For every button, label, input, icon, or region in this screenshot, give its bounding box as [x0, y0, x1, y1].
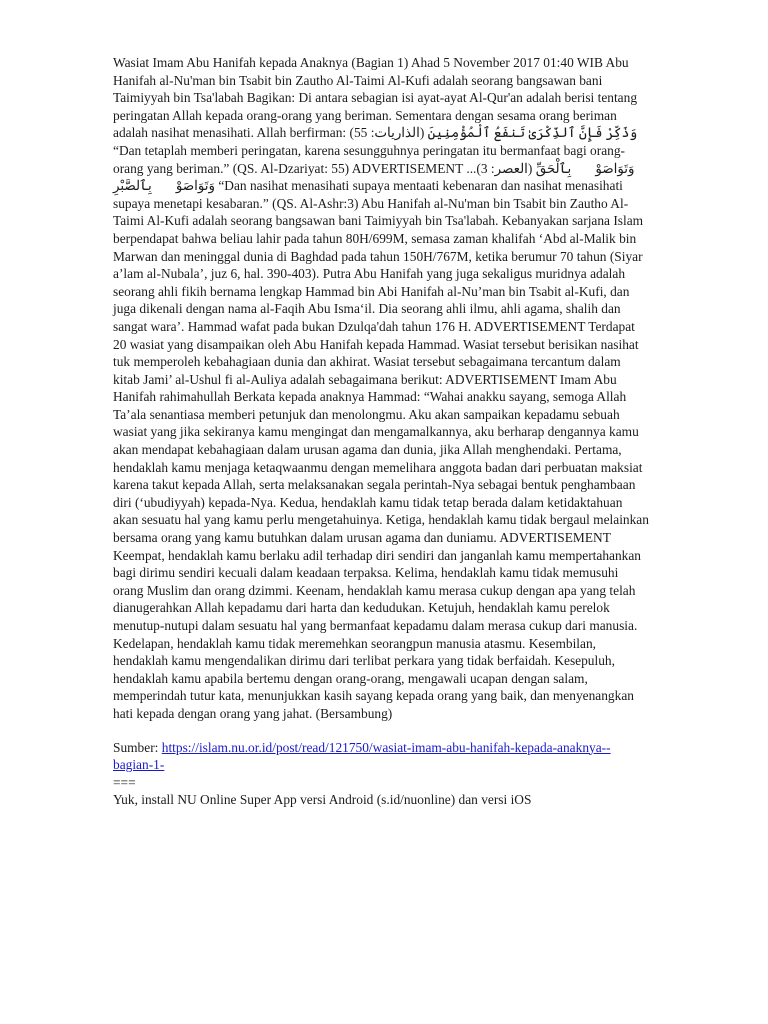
source-link[interactable]: https://islam.nu.or.id/post/read/121750/wasiat-imam-abu-hanifah-kepada-anaknya--bagian-1- — [113, 739, 611, 773]
source-label: Sumber: — [113, 739, 159, 755]
separator: === — [113, 774, 136, 790]
source-line — [113, 739, 650, 774]
footer-note: Yuk, install NU Online Super App versi Android (s.id/nuonline) dan versi iOS — [113, 792, 532, 808]
article-body: Wasiat Imam Abu Hanifah kepada Anaknya (Bagian 1) Ahad 5 November 2017 01:40 WIB Abu Hanifah al-Nu'man bin Tsabit bin Zautho Al-Taimi Al-Kufi adalah seorang bangsawan bani Taimiyyah bin Tsa'labah Bagikan: Di antara sebagian isi ayat-ayat Al-Qur'an adalah berisi tentang peringatan Allah kepada orang-orang yang beriman. Sementara dengan sesama orang beriman adalah nasihat menasihati. Allah berfirman: (الذاريات: 55) وَذَكِّرْ فَإِنَّ ٱلذِّكْرَىٰ تَنفَعُ ٱلْمُؤْمِنِينَ “Dan tetaplah memberi peringatan, karena sesungguhnya peringatan itu bermanfaat bagi orang-orang yang beriman.” (QS. Al-Dzariyat: 55) ADVERTISEMENT ...(العصر: 3) وَتَوَاصَوْا۟ بِٱلْحَقِّ وَتَوَاصَوْا۟ بِٱلصَّبْرِ “Dan nasihat menasihati supaya mentaati kebenaran dan nasihat menasihati supaya menetapi kesabaran.” (QS. Al-Ashr:3) Abu Hanifah al-Nu'man bin Tsabit bin Zautho Al-Taimi Al-Kufi adalah seorang bangsawan bani Taimiyyah bin Tsa'labah. Kebanyakan sarjana Islam berpendapat bahwa beliau lahir pada tahun 80H/699M, semasa zaman khalifah ‘Abd al-Malik bin Marwan dan meninggal dunia di Baghdad pada tahun 150H/767M, ketika berumur 70 tahun (Siyar a’lam al-Nubala’, juz 6, hal. 390-403). Putra Abu Hanifah yang juga sekaligus muridnya adalah seorang ahli fikih bernama lengkap Hammad bin Abi Hanifah al-Nu’man bin Tsabit al-Kufi, dan juga dikenali dengan nama al-Faqih Abu Isma‘il. Dia seorang ahli ilmu, ahli agama, shalih dan sangat wara’. Hammad wafat pada bukan Dzulqa'dah tahun 176 H. ADVERTISEMENT Terdapat 20 wasiat yang disampaikan oleh Abu Hanifah kepada Hammad. Wasiat tersebut berisikan nasihat tuk memperoleh kebahagiaan dunia dan akhirat. Wasiat tersebut sebagaimana tercantum dalam kitab Jami’ al-Ushul fi al-Auliya adalah sebagaimana berikut: ADVERTISEMENT Imam Abu Hanifah rahimahullah Berkata kepada anaknya Hammad: “Wahai anakku sayang, semoga Allah Ta’ala senantiasa memberi petunjuk dan menolongmu. Aku akan sampaikan kepadamu sebuah wasiat yang jika sekiranya kamu mengingat dan mengamalkannya, aku berharap dengannya kamu akan mendapat kebahagiaan dalam urusan agama dan dunia, jika Allah menghendaki. Pertama, hendaklah kamu menjaga ketaqwaanmu dengan memelihara anggota badan dari perbuatan maksiat karena takut kepada Allah, serta melaksanakan segala perintah-Nya sebagai bentuk penghambaan diri (‘ubudiyyah) kepada-Nya. Kedua, hendaklah kamu tidak tetap berada dalam ketidaktahuan akan sesuatu hal yang kamu perlu mengetahuinya. Ketiga, hendaklah kamu tidak bergaul melainkan bersama orang yang kamu butuhkan dalam urusan agama dan duniamu. ADVERTISEMENT Keempat, hendaklah kamu berlaku adil terhadap diri sendiri dan janganlah kamu mempertahankan bagi dirimu sendiri kecuali dalam keadaan terpaksa. Kelima, hendaklah kamu tidak memusuhi orang Muslim dan orang dzimmi. Keenam, hendaklah kamu merasa cukup dengan apa yang telah dianugerahkan Allah kepadamu dari harta dan kedudukan. Ketujuh, hendaklah kamu perelok menutup-nutupi dalam sesuatu hal yang bermanfaat kepadamu dalam merasa cukup dari manusia. Kedelapan, hendaklah kamu tidak meremehkan seorangpun manusia atasmu. Kesembilan, hendaklah kamu mengendalikan dirimu dari terlibat perkara yang tidak berfaidah. Kesepuluh, hendaklah kamu apabila bertemu dengan orang-orang, mengawali ucapan dengan salam, memperindah tutur kata, menunjukkan kasih sayang kepada orang yang baik, dan menyenangkan hati kepada dengan orang yang jahat. (Bersambung) — [113, 55, 649, 721]
document-page — [113, 54, 650, 809]
